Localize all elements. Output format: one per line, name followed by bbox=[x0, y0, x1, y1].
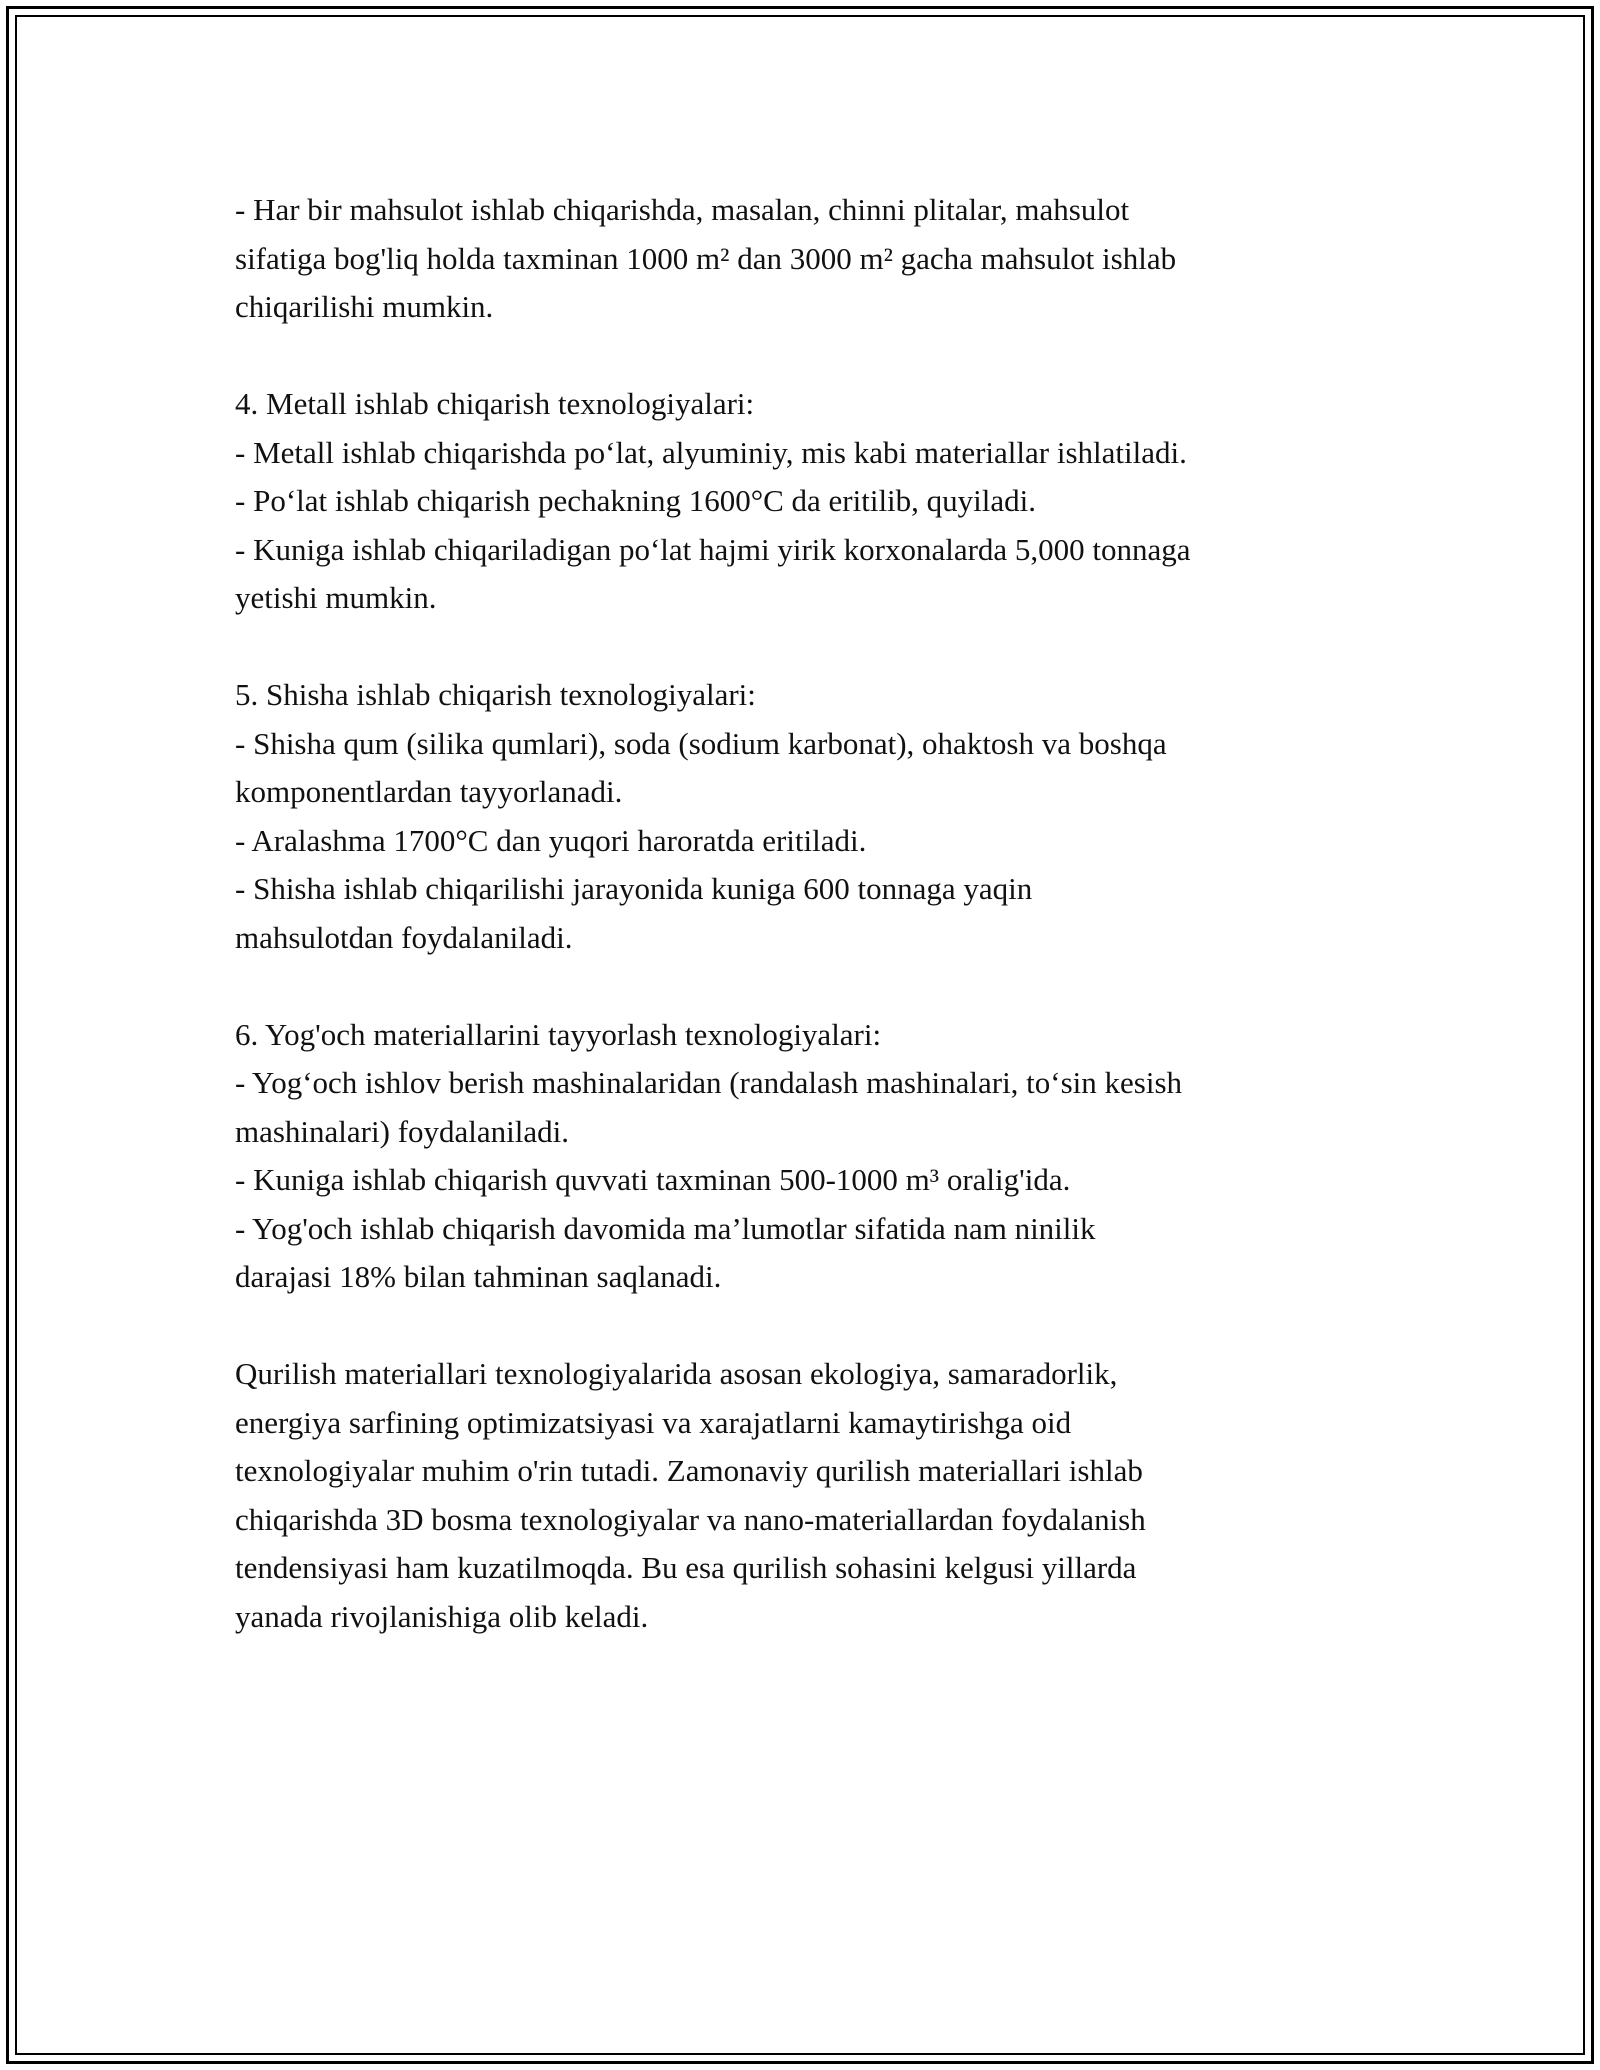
list-item: - Yog‘och ishlov berish mashinalaridan (randalash mashinalari, to‘sin kesish bbox=[235, 1065, 1183, 1100]
list-item-continuation: yetishi mumkin. bbox=[235, 580, 437, 615]
list-item: - Kuniga ishlab chiqarish quvvati taxminan 500-1000 m³ oralig'ida. bbox=[235, 1162, 1071, 1197]
paragraph-gap bbox=[235, 962, 1395, 1011]
paragraph-gap bbox=[235, 1302, 1395, 1351]
text-line: yanada rivojlanishiga olib keladi. bbox=[235, 1598, 649, 1634]
text-line: tendensiyasi ham kuzatilmoqda. Bu esa qurilish sohasini kelgusi yillarda bbox=[235, 1550, 1137, 1585]
text-line: chiqarilishi mumkin. bbox=[235, 289, 494, 324]
text-line: chiqarishda 3D bosma texnologiyalar va nano-materiallardan foydalanish bbox=[235, 1501, 1146, 1537]
list-item: - Aralashma 1700°C dan yuqori haroratda eritiladi. bbox=[235, 822, 867, 858]
section-heading-metal: 4. Metall ishlab chiqarish texnologiyalari: bbox=[235, 386, 755, 421]
paragraph-ceramic-output bbox=[235, 186, 1395, 332]
section-heading-wood: 6. Yog'och materiallarini tayyorlash texnologiyalari: bbox=[235, 1016, 882, 1052]
list-item: - Kuniga ishlab chiqariladigan po‘lat hajmi yirik korxonalarda 5,000 tonnaga bbox=[235, 531, 1191, 567]
section-wood bbox=[235, 1011, 1395, 1302]
list-item-continuation: mahsulotdan foydalaniladi. bbox=[235, 919, 573, 955]
section-heading-glass: 5. Shisha ishlab chiqarish texnologiyalari: bbox=[235, 677, 756, 712]
text-line: texnologiyalar muhim o'rin tutadi. Zamonaviy qurilish materiallari ishlab bbox=[235, 1453, 1143, 1488]
section-glass bbox=[235, 671, 1395, 962]
section-metal bbox=[235, 380, 1395, 623]
list-item: - Metall ishlab chiqarishda po‘lat, alyuminiy, mis kabi materiallar ishlatiladi. bbox=[235, 434, 1187, 470]
document-body bbox=[235, 186, 1395, 1641]
text-line: - Har bir mahsulot ishlab chiqarishda, masalan, chinni plitalar, mahsulot bbox=[235, 192, 1130, 227]
paragraph-gap bbox=[235, 332, 1395, 381]
list-item-continuation: mashinalari) foydalaniladi. bbox=[235, 1113, 569, 1149]
paragraph-gap bbox=[235, 623, 1395, 672]
text-line: Qurilish materiallari texnologiyalarida asosan ekologiya, samaradorlik, bbox=[235, 1356, 1118, 1391]
text-line: sifatiga bog'liq holda taxminan 1000 m² dan 3000 m² gacha mahsulot ishlab bbox=[235, 240, 1177, 276]
list-item-continuation: komponentlardan tayyorlanadi. bbox=[235, 774, 623, 809]
list-item-continuation: darajasi 18% bilan tahminan saqlanadi. bbox=[235, 1259, 722, 1294]
list-item: - Yog'och ishlab chiqarish davomida ma’lumotlar sifatida nam ninilik bbox=[235, 1210, 1096, 1246]
list-item: - Po‘lat ishlab chiqarish pechakning 1600°C da eritilib, quyiladi. bbox=[235, 483, 1037, 518]
list-item: - Shisha qum (silika qumlari), soda (sodium karbonat), ohaktosh va boshqa bbox=[235, 725, 1167, 761]
text-line: energiya sarfining optimizatsiyasi va xarajatlarni kamaytirishga oid bbox=[235, 1404, 1072, 1440]
list-item: - Shisha ishlab chiqarilishi jarayonida kuniga 600 tonnaga yaqin bbox=[235, 871, 1033, 906]
paragraph-conclusion bbox=[235, 1350, 1395, 1641]
